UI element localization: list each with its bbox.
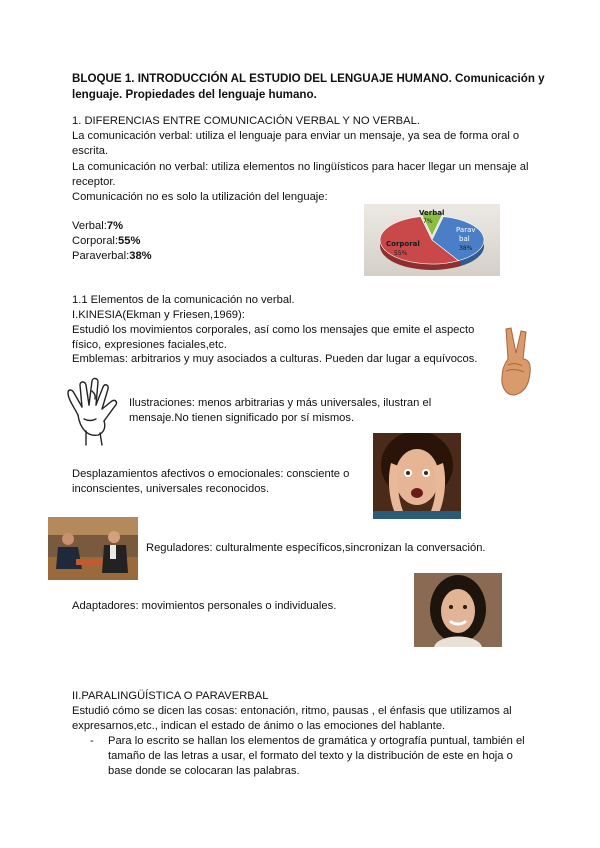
smiling-face-image [414,573,502,647]
paralinguistica-line-1: Estudió cómo se dicen las cosas: entonación, ritmo, pausas , el énfasis que utilizamos al [72,705,512,717]
section-1-heading: 1. DIFERENCIAS ENTRE COMUNICACIÓN VERBAL Y NO VERBAL. [72,115,420,127]
conversation-scene-image [48,517,138,580]
slice-label-paraverbal-1: Parav [456,226,476,234]
adaptadores-text: Adaptadores: movimientos personales o individuales. [72,600,337,612]
desplazamientos-line-2: inconscientes, universales reconocidos. [72,483,270,495]
emblemas-text: Emblemas: arbitrarios y muy asociados a culturas. Pueden dar lugar a equívocos. [72,353,478,365]
surprised-face-image [373,433,461,519]
victory-hand-icon [496,325,536,397]
slice-pct-corporal: 55% [394,250,408,257]
emotional-woman-photo [373,433,461,519]
kinesia-description-line-1: Estudió los movimientos corporales, así como los mensajes que emite el aspecto [72,324,475,336]
bullet-line-1: Para lo escrito se hallan los elementos de gramática y ortografía puntual, también el [108,735,525,747]
desplazamientos-line-1: Desplazamientos afectivos o emocionales: consciente o [72,468,350,480]
section-2-heading: II.PARALINGÜÍSTICA O PARAVERBAL [72,690,269,702]
adaptadores-woman-photo [414,573,502,647]
nonverbal-definition-line-1: La comunicación no verbal: utiliza elementos no lingüísticos para hacer llegar un mensaje al [72,161,529,173]
bullet-line-3: base donde se colocaran las palabras. [108,765,300,777]
verbal-definition-line-2: escrita. [72,145,109,157]
victory-hand-image [496,325,536,397]
document-title-line-2: lenguaje. Propiedades del lenguaje humano. [72,88,317,101]
slice-label-verbal: Verbal [419,209,445,217]
verbal-definition-line-1: La comunicación verbal: utiliza el lenguaje para enviar un mensaje, ya sea de forma oral o [72,130,520,142]
stat-paraverbal: Paraverbal:38% [72,250,152,262]
communication-pie-chart [364,204,500,276]
section-1-1-heading: 1.1 Elementos de la comunicación no verbal. [72,294,295,306]
stat-corporal: Corporal:55% [72,235,141,247]
hand-sketch-icon [62,375,124,450]
pie-chart-svg [364,204,500,276]
ilustraciones-line-2: mensaje.No tienen significado por sí mismos. [129,412,355,424]
illustrating-hand-drawing [62,375,124,450]
ilustraciones-line-1: Ilustraciones: menos arbitrarias y más universales, ilustran el [129,397,432,409]
bullet-line-2: tamaño de las letras a usar, el formato del texto y la distribución de este en hoja o [108,750,513,762]
slice-label-corporal: Corporal [386,240,420,248]
reguladores-text: Reguladores: culturalmente específicos,sincronizan la conversación. [146,542,486,554]
document-title-line-1: BLOQUE 1. INTRODUCCIÓN AL ESTUDIO DEL LENGUAJE HUMANO. Comunicación y [72,72,545,85]
slice-pct-verbal: 7% [423,218,433,225]
kinesia-heading: I.KINESIA(Ekman y Friesen,1969): [72,309,245,321]
slice-label-paraverbal-2: bal [459,235,470,243]
communication-note: Comunicación no es solo la utilización del lenguaje: [72,191,328,203]
bullet-dash: - [90,735,94,747]
conversation-photo [48,517,138,580]
nonverbal-definition-line-2: receptor. [72,176,116,188]
slice-pct-paraverbal: 38% [459,245,473,252]
kinesia-description-line-2: físico, expresiones faciales,etc. [72,339,227,351]
stat-verbal: Verbal:7% [72,220,124,232]
paralinguistica-line-2: expresarnos,etc., indican el estado de ánimo o las emociones del hablante. [72,720,446,732]
